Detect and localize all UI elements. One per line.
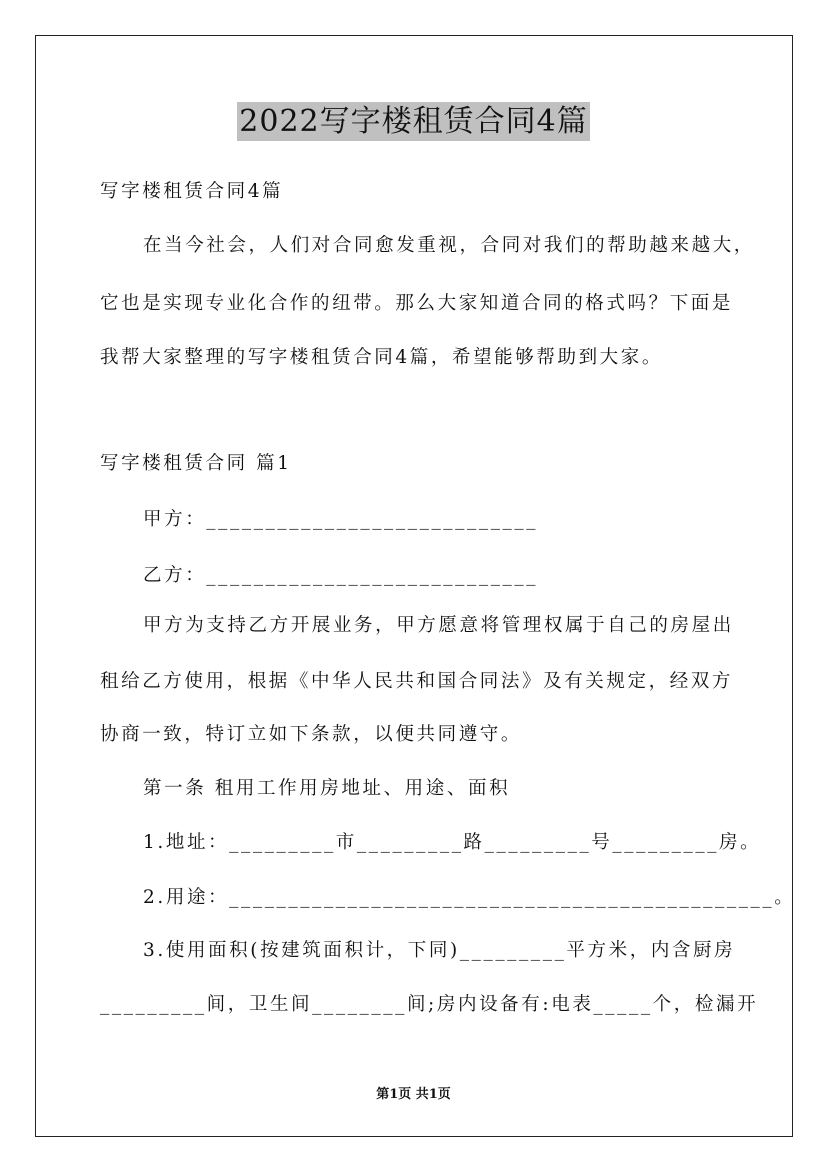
party-b-line: 乙方：____________________________ xyxy=(143,565,539,586)
address-line: 1.地址：_________市_________路_________号_________房。 xyxy=(143,832,762,853)
paragraph-line: 甲方为支持乙方开展业务，甲方愿意将管理权属于自己的房屋出 xyxy=(143,615,734,636)
title-text: 2022写字楼租赁合同4篇 xyxy=(239,104,588,139)
paragraph-line: 租给乙方使用，根据《中华人民共和国合同法》及有关规定，经双方 xyxy=(100,671,734,692)
document-title xyxy=(0,102,827,142)
page-footer: 第1页 共1页 xyxy=(376,1087,451,1102)
paragraph-line: 我帮大家整理的写字楼租赁合同4篇，希望能够帮助到大家。 xyxy=(100,347,663,368)
usage-line: 2.用途：______________________________________________。 xyxy=(143,887,796,908)
subtitle: 写字楼租赁合同4篇 xyxy=(100,181,284,202)
area-line: 3.使用面积(按建筑面积计，下同)_________平方米，内含厨房 xyxy=(143,940,736,961)
article-heading: 第一条 租用工作用房地址、用途、面积 xyxy=(143,778,511,799)
paragraph-line: 它也是实现专业化合作的纽带。那么大家知道合同的格式吗？下面是 xyxy=(100,293,734,314)
paragraph-line: 协商一致，特订立如下条款，以便共同遵守。 xyxy=(100,724,523,745)
area-line-cont: _________间，卫生间________间;房内设备有:电表_____个，检漏开 xyxy=(100,994,759,1015)
party-a-line: 甲方：____________________________ xyxy=(143,509,539,530)
section-heading: 写字楼租赁合同 篇1 xyxy=(100,453,292,474)
paragraph-line: 在当今社会，人们对合同愈发重视，合同对我们的帮助越来越大， xyxy=(143,235,755,256)
